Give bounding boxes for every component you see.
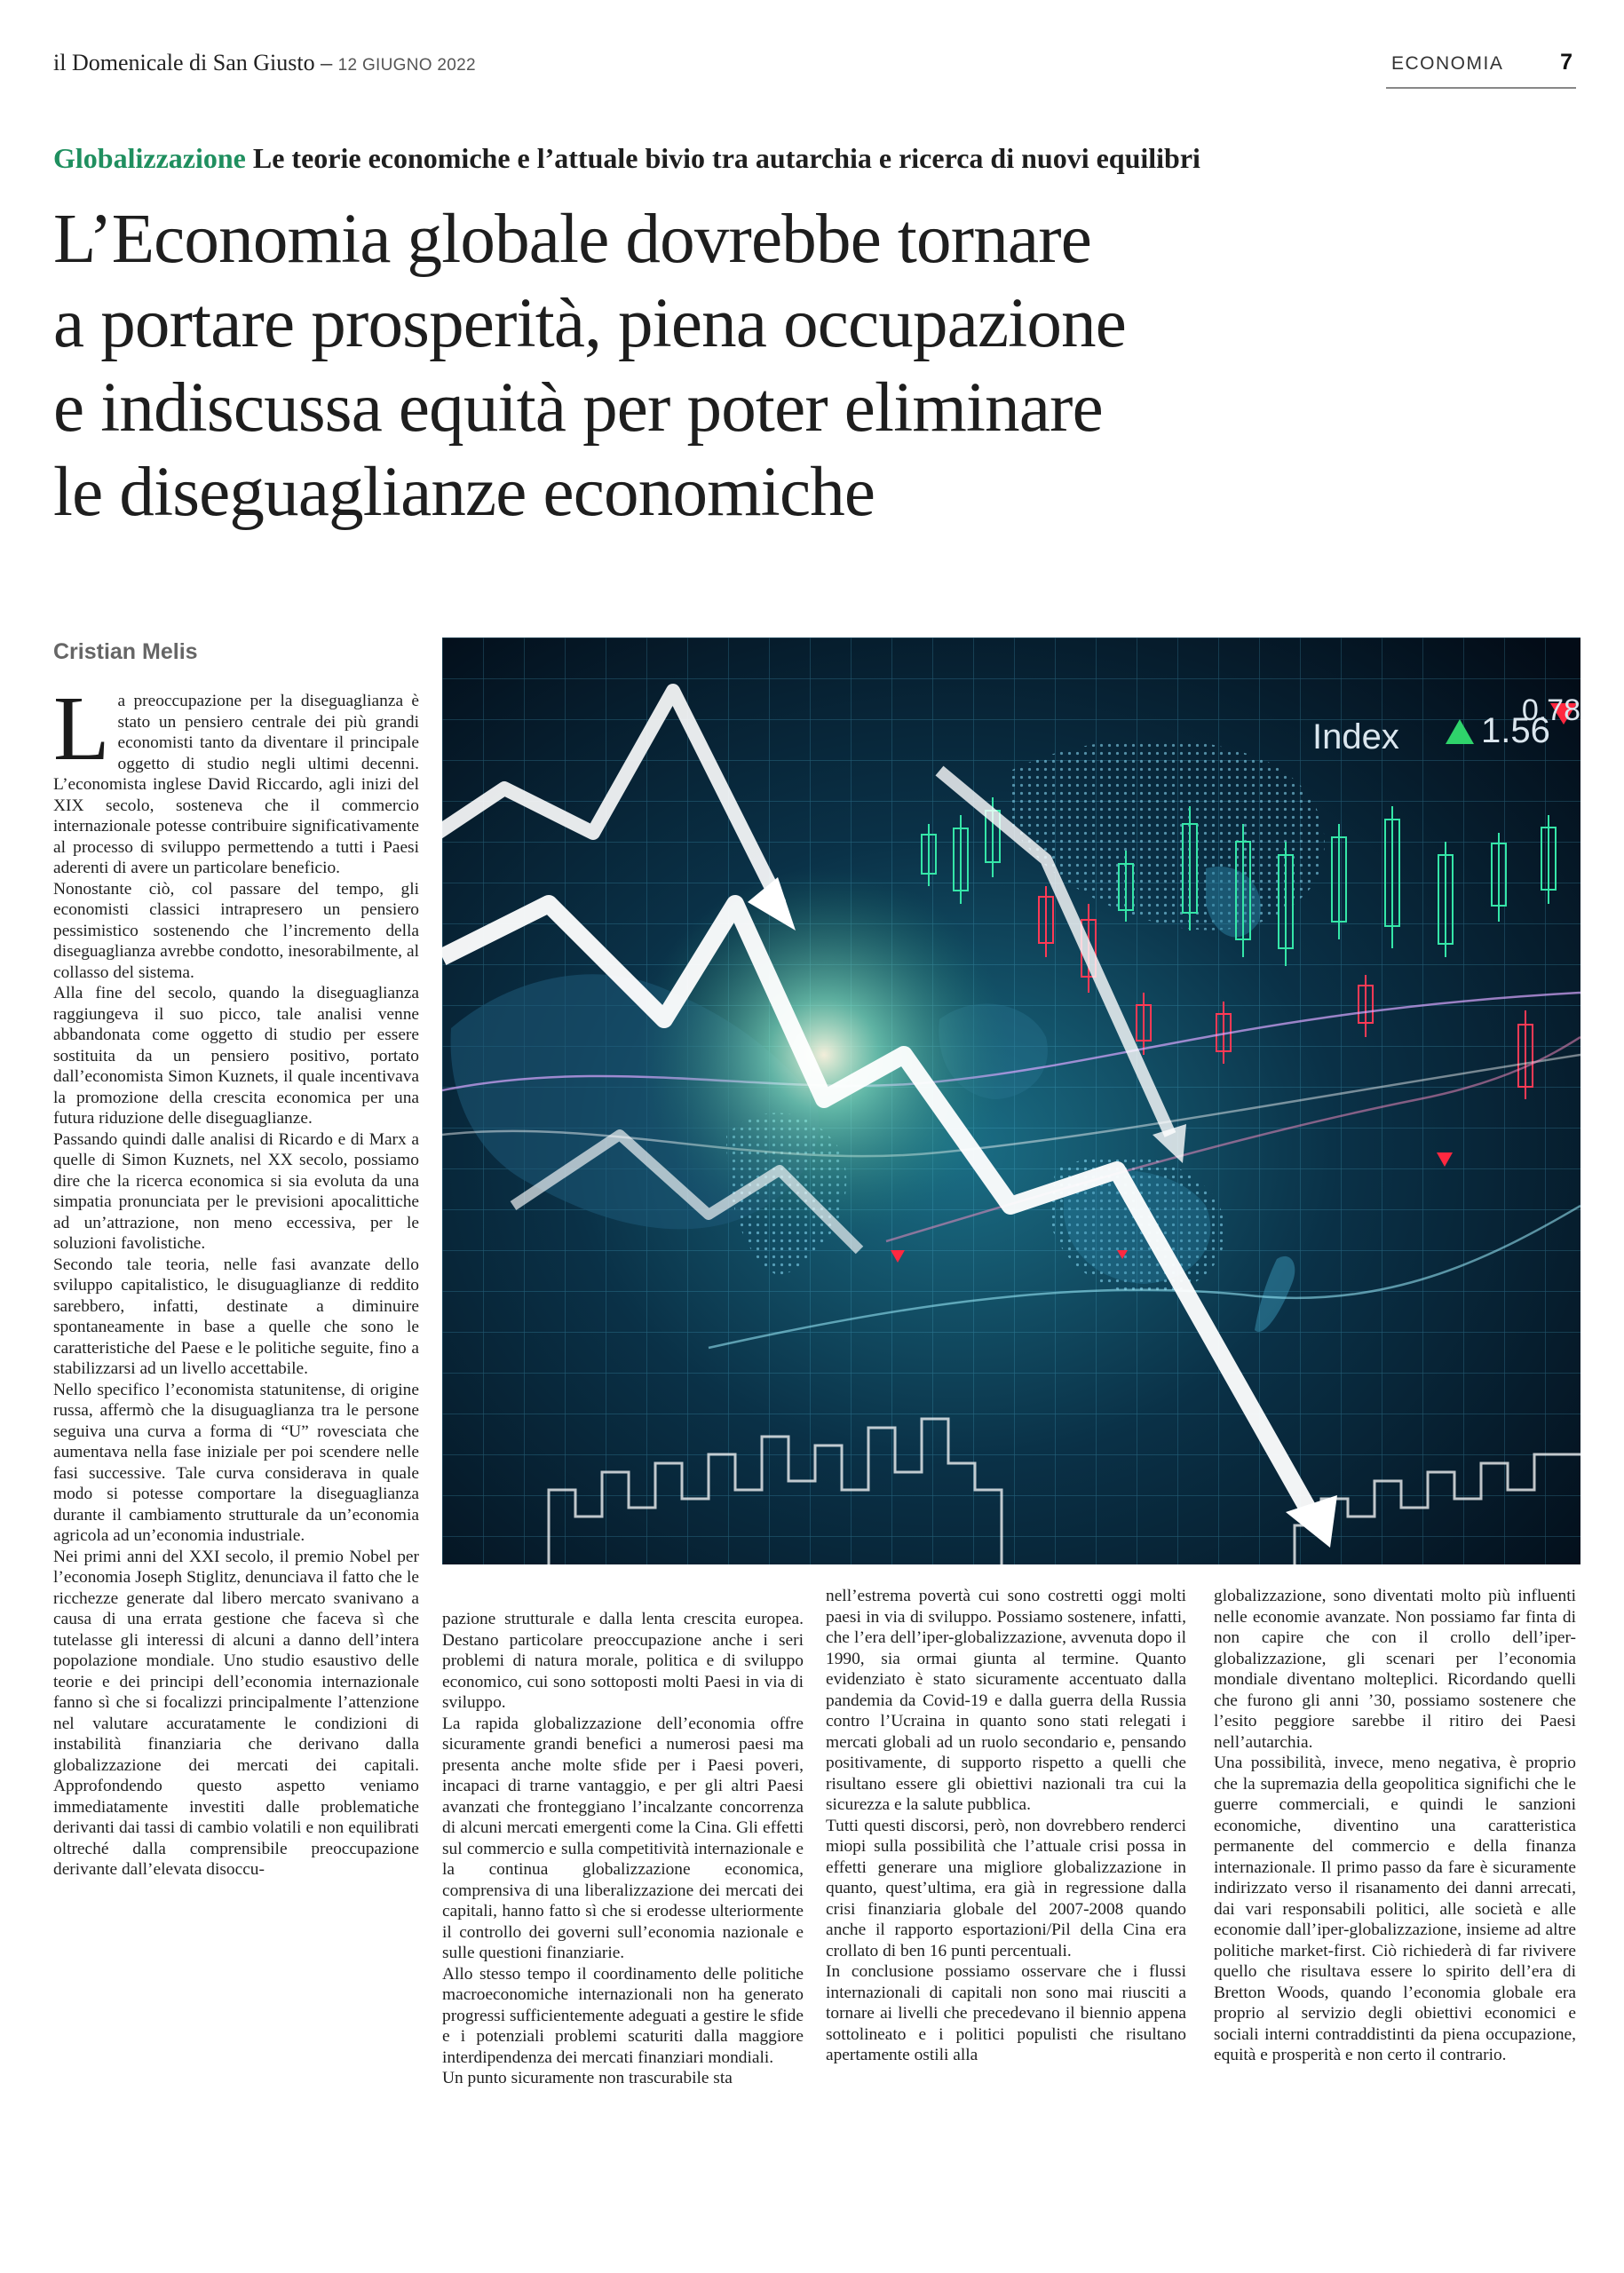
body-paragraph: Passando quindi dalle analisi di Ricardo e di Marx a quelle di Simon Kuznets, nel XX secolo, possiamo dire che la ricerca economica si sia evoluta da una simpatia pronunciata per le previsioni apocalittiche ad un’attrazione, non meno eccessiva, per le soluzioni favolistiche. — [53, 1129, 419, 1253]
issue-date: 12 GIUGNO 2022 — [337, 56, 476, 75]
kicker-subtitle: Le teorie economiche e l’attuale bivio tra autarchia e ricerca di nuovi equilibri — [252, 142, 1200, 174]
body-column-3 — [826, 1586, 1186, 2066]
index-label: Index — [1312, 717, 1399, 756]
body-paragraph: Nello specifico l’economista statunitense, di origine russa, affermò che la disuguaglianza tra le persone seguiva una curva a forma di “U” rovesciata che aumentava nella fase iniziale per poi scendere nelle fasi successive. Tale curva considerava in quale modo si potesse comportare la diseguaglianza durante il cambiamento strutturale da un’economia agricola ad un’economia industriale. — [53, 1380, 419, 1545]
body-paragraph: In conclusione possiamo osservare che i flussi internazionali di capitali non sono mai riusciti a tornare ai livelli che precedevano il biennio appena sottolineato e i politici populisti che risultano apertamente ostili alla — [826, 1962, 1186, 2064]
section-tab — [1386, 50, 1576, 89]
body-column-2 — [442, 1609, 804, 2089]
index-value-down: 0.78 — [1521, 693, 1580, 727]
body-paragraph: globalizzazione, sono diventati molto più influenti nelle economie avanzate. Non possiamo far finta di non capire che con il crollo dell’iper-globalizzazione, gli scenari per l’economia mondiale diventano molteplici. Ricordando quelli che furono gli anni ’30, possiamo sostenere che l’esito peggiore sarebbe il ritiro dei Paesi nell’autarchia. — [1214, 1587, 1576, 1752]
body-paragraph: Secondo tale teoria, nelle fasi avanzate dello sviluppo capitalistico, le disuguaglianze di reddito sarebbero, infatti, destinate a diminuire spontaneamente in base a quelle che sono le caratteristiche del Paese e le politiche seguite, fino a stabilizzarsi ad un livello accettabile. — [53, 1255, 419, 1378]
body-paragraph: Nonostante ciò, col passare del tempo, gli economisti classici intrapresero un pensiero pessimistico sostenendo che l’incremento della diseguaglianza avrebbe condotto, inesorabilmente, al collasso del sistema. — [53, 879, 419, 982]
headline-line: le diseguaglianze economiche — [53, 454, 875, 531]
section-name: ECONOMIA — [1391, 53, 1504, 74]
publication-line — [53, 50, 476, 76]
body-paragraph: Tutti questi discorsi, però, non dovrebbero renderci miopi sulla possibilità che l’attuale crisi possa in effetti generare una migliore globalizzazione in quanto, quest’ultima, era già in regressione dalla crisi finanziaria globale del 2007-2008 quando anche il rapporto esportazioni/Pil della Cina era crollato di ben 16 punti percentuali. — [826, 1816, 1186, 1960]
paragraph-text: a preoccupazione per la diseguaglianza è stato un pensiero centrale dei più grandi economisti tanto da diventare il principale oggetto di studio negli ultimi decenni. L’economista inglese David Riccardo, agli inizi del XIX secolo, sosteneva che il commercio internazionale potesse contribuire significativamente al processo di sviluppo permettendo a tutti i Paesi aderenti di avere un particolare beneficio. — [53, 692, 419, 877]
headline-line: e indiscussa equità per poter eliminare — [53, 369, 1103, 447]
body-paragraph: Nei primi anni del XXI secolo, il premio Nobel per l’economia Joseph Stiglitz, denunciava il fatto che le ricchezze generate dal libero mercato svanivano a causa di una errata gestione che faceva sì che tutelasse gli interessi di alcuni a danno dell’intera popolazione mondiale. Uno studio esaustivo delle teorie e dei principi dell’economia internazionale fanno sì che si focalizzi principalmente l’attenzione nel valutare accuratamente le condizioni di instabilità finanziaria che derivano dalla globalizzazione dei mercati dei capitali. Approfondendo questo aspetto veniamo immediatamente investiti dalle problematiche derivanti dai tassi di cambio volatili e non equilibrati oltreché dalla comprensibile preoccupazione derivante dall’elevata disoccu- — [53, 1547, 419, 1879]
market-illustration — [442, 638, 1580, 1564]
drop-cap: L — [53, 677, 110, 780]
body-paragraph: Un punto sicuramente non trascurabile sta — [442, 2069, 733, 2087]
page-number: 7 — [1560, 50, 1573, 75]
light-burst — [638, 868, 1010, 1241]
body-paragraph: pazione strutturale e dalla lenta crescita europea. Destano particolare preoccupazione anche i seri problemi di natura morale, politica e di sviluppo economico, cui sono sottoposti molti Paesi in via di sviluppo. — [442, 1610, 804, 1712]
index-value-up: 1.56 — [1481, 711, 1550, 750]
headline-line: a portare prosperità, piena occupazione — [53, 285, 1127, 362]
publication-name: il Domenicale di San Giusto — [53, 50, 315, 75]
body-column-1 — [53, 677, 419, 1881]
headline — [53, 197, 1580, 535]
body-paragraph: Allo stesso tempo il coordinamento delle politiche macroeconomiche internazionali non ha generato progressi sufficientemente adeguati a gestire le sfide e i potenziali problemi scaturiti dalla maggiore interdipendenza dei mercati finanziari mondiali. — [442, 1964, 804, 2067]
header-separator: – — [314, 50, 338, 75]
byline: Cristian Melis — [53, 639, 198, 664]
body-paragraph — [53, 677, 419, 879]
kicker — [53, 142, 1580, 175]
running-header — [53, 46, 1576, 87]
kicker-tag: Globalizzazione — [53, 142, 246, 174]
body-paragraph: La rapida globalizzazione dell’economia offre sicuramente grandi benefici a numerosi paesi ma presenta anche molte sfide per i Paesi poveri, incapaci di trarne vantaggio, e per gli altri Paesi avanzati che fronteggiano l’incalzante concorrenza di alcuni mercati emergenti come la Cina. Gli effetti sul commercio e sulla competitività internazionale e la continua globalizzazione economica, comprensiva di una liberalizzazione dei mercati dei capitali, hanno fatto sì che si erodesse ulteriormente il controllo dei governi sull’economia nazionale e sulle questioni finanziarie. — [442, 1714, 804, 1962]
headline-line: L’Economia globale dovrebbe tornare — [53, 201, 1091, 278]
hero-image — [442, 638, 1580, 1564]
body-paragraph: Alla fine del secolo, quando la diseguaglianza raggiungeva il suo picco, tale analisi venne abbandonata come oggetto di studio per essere sostituita da un pensiero positivo, portato dall’economista Simon Kuznets, il quale incentivava la promozione della crescita economica per una futura riduzione delle diseguaglianze. — [53, 984, 419, 1128]
body-paragraph: nell’estrema povertà cui sono costretti oggi molti paesi in via di sviluppo. Possiamo sostenere, infatti, che l’era dell’iper-globalizzazione, avvenuta dopo il 1990, sia ormai giunta al termine. Quanto evidenziato è stato sicuramente accentuato dalla pandemia da Covid-19 e dalla guerra della Russia contro l’Ucraina in quanto sono stati relegati i mercati globali ad un ruolo secondario e, pensando positivamente, di supporto rispetto a quelli che risultano essere gli obiettivi nazionali tra cui la sicurezza e la salute pubblica. — [826, 1587, 1186, 1814]
body-paragraph: Una possibilità, invece, meno negativa, è proprio che la supremazia della geopolitica significhi che le guerre commerciali, e quindi le sanzioni economiche, diventino una caratteristica permanente del commercio e della finanza internazionale. Il primo passo da fare è sicuramente indirizzato verso il risanamento dei danni arrecati, dai vari responsabili politici, alle società e alle economie dall’iper-globalizzazione, insieme ad altre politiche market-first. Ciò richiederà di far rivivere quello che risultava essere lo spirito dell’era di Bretton Woods, quando l’economia globale era proprio al servizio degli obiettivi economici e sociali interni contraddistinti da piena occupazione, equità e prosperità e non certo il contrario. — [1214, 1754, 1576, 2064]
body-column-4 — [1214, 1586, 1576, 2066]
